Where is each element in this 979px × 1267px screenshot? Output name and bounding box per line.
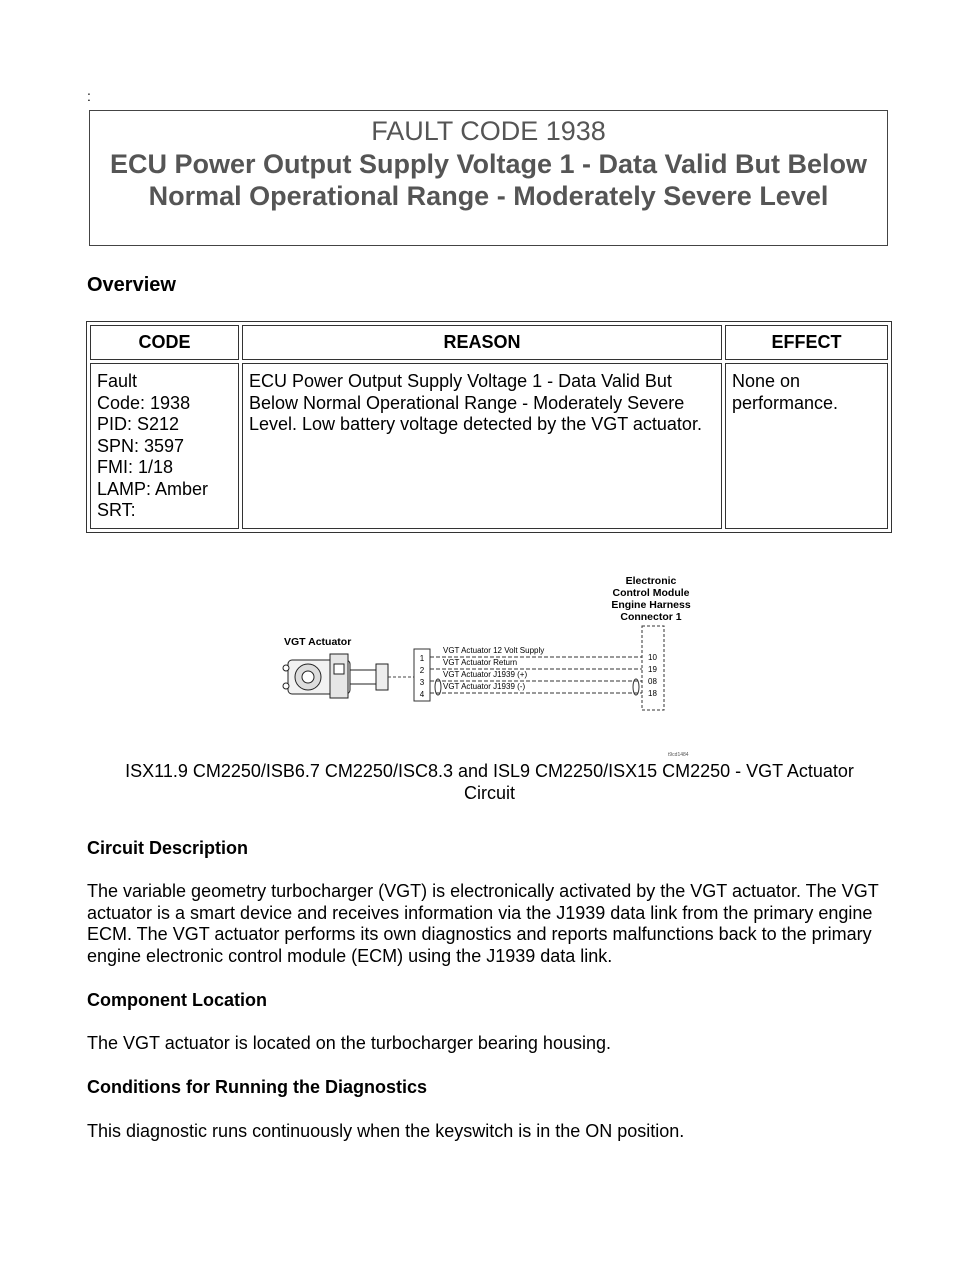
column-header-effect: EFFECT: [725, 325, 888, 360]
ecm-label-line: Electronic: [625, 575, 677, 587]
code-line: PID: S212: [97, 414, 180, 434]
reason-cell: ECU Power Output Supply Voltage 1 - Data Valid But Below Normal Operational Range - Moderately Severe Level. Low battery voltage detected by the VGT actuator.: [242, 363, 722, 529]
overview-heading: Overview: [87, 274, 176, 296]
fault-title-box: [89, 110, 888, 246]
code-cell: [90, 363, 239, 529]
actuator-pin-label: 1: [419, 654, 425, 663]
section-heading-component-location: Component Location: [87, 990, 267, 1010]
section-body-component-location: The VGT actuator is located on the turbocharger bearing housing.: [87, 1033, 611, 1053]
effect-cell: None on performance.: [725, 363, 888, 529]
ecm-label-line: Connector 1: [620, 611, 682, 623]
wire-label: VGT Actuator Return: [443, 658, 518, 667]
code-line: FMI: 1/18: [97, 457, 174, 477]
actuator-pin-label: 2: [419, 666, 425, 675]
actuator-label: VGT Actuator: [284, 636, 352, 648]
figure-id: t9cd1484: [668, 752, 689, 758]
section-body-conditions: This diagnostic runs continuously when the keyswitch is in the ON position.: [87, 1121, 685, 1141]
overview-table: [86, 321, 892, 533]
fault-code-title: FAULT CODE 1938: [371, 116, 606, 146]
ecm-pin-label: 08: [648, 677, 657, 686]
section-heading-conditions: Conditions for Running the Diagnostics: [87, 1077, 427, 1097]
code-line: SPN: 3597: [97, 435, 185, 456]
code-line: SRT:: [97, 500, 136, 520]
wire-label: VGT Actuator 12 Volt Supply: [443, 646, 545, 655]
table-row: [90, 363, 888, 529]
ecm-pin-label: 19: [648, 665, 657, 674]
wire-label: VGT Actuator J1939 (+): [443, 670, 528, 679]
fault-description-title: ECU Power Output Supply Voltage 1 - Data Valid But Below Normal Operational Range - Moderately Severe Level: [109, 148, 868, 211]
code-line: Fault: [97, 371, 138, 391]
page-marker: :: [87, 88, 91, 104]
ecm-pin-label: 18: [648, 689, 657, 698]
column-header-code: CODE: [90, 325, 239, 360]
code-line: LAMP: Amber: [97, 478, 209, 499]
actuator-pin-label: 4: [419, 690, 425, 699]
wire-4: [420, 682, 658, 699]
ecm-pin-label: 10: [648, 653, 657, 662]
code-line: Code: 1938: [97, 392, 191, 413]
column-header-reason: REASON: [242, 325, 722, 360]
wire-label: VGT Actuator J1939 (-): [443, 682, 526, 691]
vgt-actuator-drawing: [283, 654, 388, 698]
vgt-circuit-diagram: [278, 572, 698, 758]
section-body-circuit-description: The variable geometry turbocharger (VGT) is electronically activated by the VGT actuator. The VGT actuator is a smart device and receives information via the J1939 data link from the primary engine ECM. The VGT actuator performs its own diagnostics and reports malfunctions back to the primary engine electronic control module (ECM) using the J1939 data link.: [87, 881, 879, 966]
section-heading-circuit-description: Circuit Description: [87, 838, 249, 858]
figure-caption: ISX11.9 CM2250/ISB6.7 CM2250/ISC8.3 and ISL9 CM2250/ISX15 CM2250 - VGT Actuator Circuit: [125, 761, 854, 803]
table-header-row: [90, 325, 888, 360]
ecm-label-line: Control Module: [612, 587, 690, 599]
actuator-pin-label: 3: [419, 678, 425, 687]
ecm-label-line: Engine Harness: [611, 599, 691, 611]
